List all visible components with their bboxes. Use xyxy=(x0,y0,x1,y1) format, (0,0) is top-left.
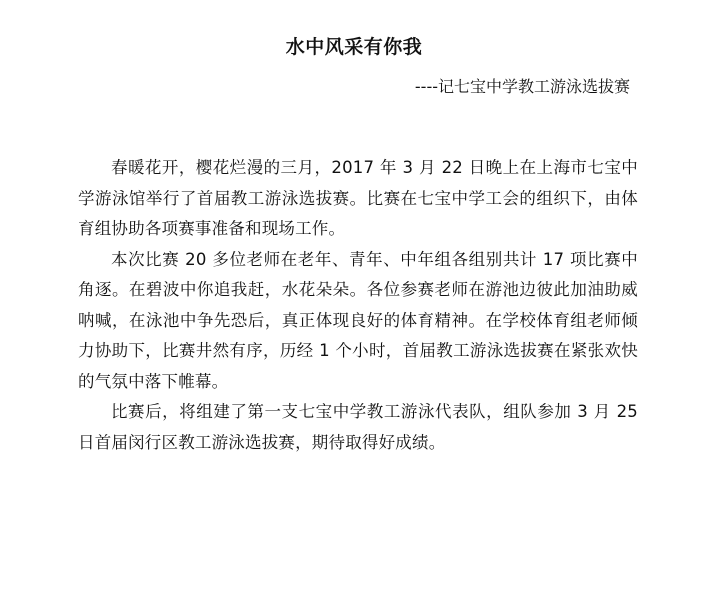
document-title: 水中风采有你我 xyxy=(285,36,423,58)
document-subtitle: ----记七宝中学教工游泳选拔赛 xyxy=(414,77,630,96)
paragraph: 比赛后，将组建了第一支七宝中学教工游泳代表队，组队参加 3 月 25 日首届闵行区教工游泳选拔赛，期待取得好成绩。 xyxy=(78,402,638,452)
paragraph: 本次比赛 20 多位老师在老年、青年、中年组各组别共计 17 项比赛中角逐。在碧波中你追我赶，水花朵朵。各位参赛老师在游池边彼此加油助威呐喊，在泳池中争先恐后，真正体现良好的体育精神。在学校体育组老师倾力协助下，比赛井然有序，历经 1 个小时，首届教工游泳选拔赛在紧张欢快的气氛中落下帷幕。 xyxy=(78,249,638,391)
paragraph: 春暖花开，樱花烂漫的三月，2017 年 3 月 22 日晚上在上海市七宝中学游泳馆举行了首届教工游泳选拔赛。比赛在七宝中学工会的组织下，由体育组协助各项赛事准备和现场工作。 xyxy=(78,158,638,238)
document-body xyxy=(78,153,638,458)
